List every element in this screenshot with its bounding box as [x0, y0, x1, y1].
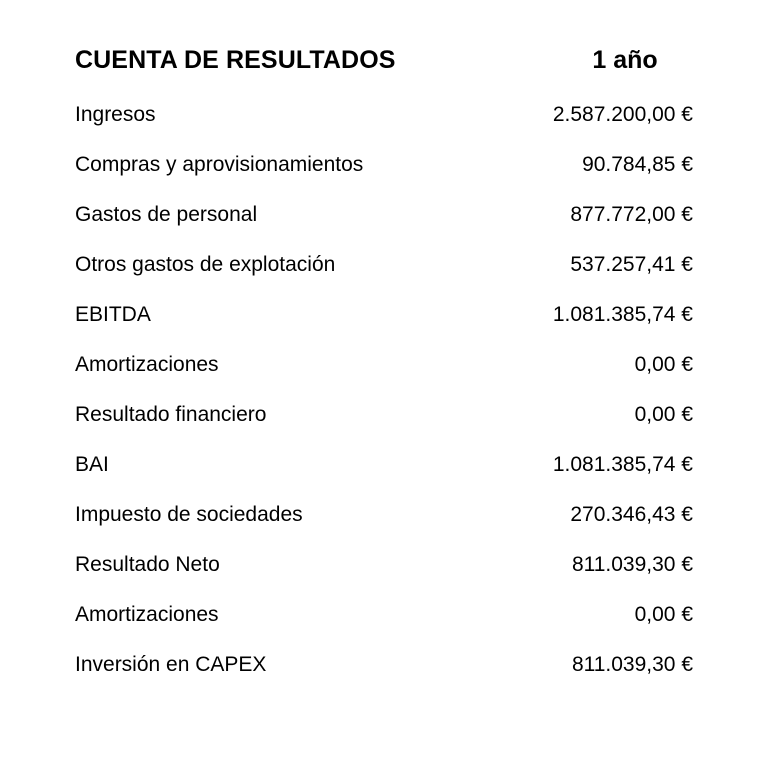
table-row-gastos-personal — [75, 190, 693, 240]
row-value: 0,00 € — [634, 603, 693, 626]
table-row-ebitda — [75, 290, 693, 340]
row-label: Amortizaciones — [75, 353, 219, 376]
row-label: Impuesto de sociedades — [75, 503, 303, 526]
row-label: Resultado financiero — [75, 403, 267, 426]
row-label: Ingresos — [75, 103, 156, 126]
table-row-resultado-financiero — [75, 390, 693, 440]
row-value: 1.081.385,74 € — [552, 303, 693, 326]
table-row-otros-gastos — [75, 240, 693, 290]
row-label: Resultado Neto — [75, 553, 220, 576]
row-value: 90.784,85 € — [582, 153, 693, 176]
row-label: Otros gastos de explotación — [75, 253, 336, 276]
row-value: 877.772,00 € — [570, 203, 693, 226]
row-label: EBITDA — [75, 303, 151, 326]
row-value: 537.257,41 € — [570, 253, 693, 276]
row-label: Gastos de personal — [75, 203, 258, 226]
row-label: Inversión en CAPEX — [75, 653, 267, 676]
row-label: Amortizaciones — [75, 603, 219, 626]
table-row-ingresos — [75, 90, 693, 140]
table-row-compras — [75, 140, 693, 190]
income-statement-table — [75, 42, 693, 690]
table-row-amortizaciones-2 — [75, 590, 693, 640]
table-row-resultado-neto — [75, 540, 693, 590]
table-row-impuesto-sociedades — [75, 490, 693, 540]
row-value: 0,00 € — [634, 403, 693, 426]
table-title: CUENTA DE RESULTADOS — [75, 45, 396, 74]
table-row-inversion-capex — [75, 640, 693, 690]
table-row-amortizaciones — [75, 340, 693, 390]
column-header-year: 1 año — [592, 45, 658, 74]
row-value: 811.039,30 € — [571, 553, 693, 576]
table-body — [75, 90, 693, 690]
row-value: 2.587.200,00 € — [552, 103, 693, 126]
row-value: 1.081.385,74 € — [552, 453, 693, 476]
table-header — [75, 42, 693, 78]
row-value: 270.346,43 € — [570, 503, 693, 526]
row-value: 0,00 € — [634, 353, 693, 376]
table-row-bai — [75, 440, 693, 490]
row-label: BAI — [75, 453, 109, 476]
row-label: Compras y aprovisionamientos — [75, 153, 364, 176]
row-value: 811.039,30 € — [571, 653, 693, 676]
